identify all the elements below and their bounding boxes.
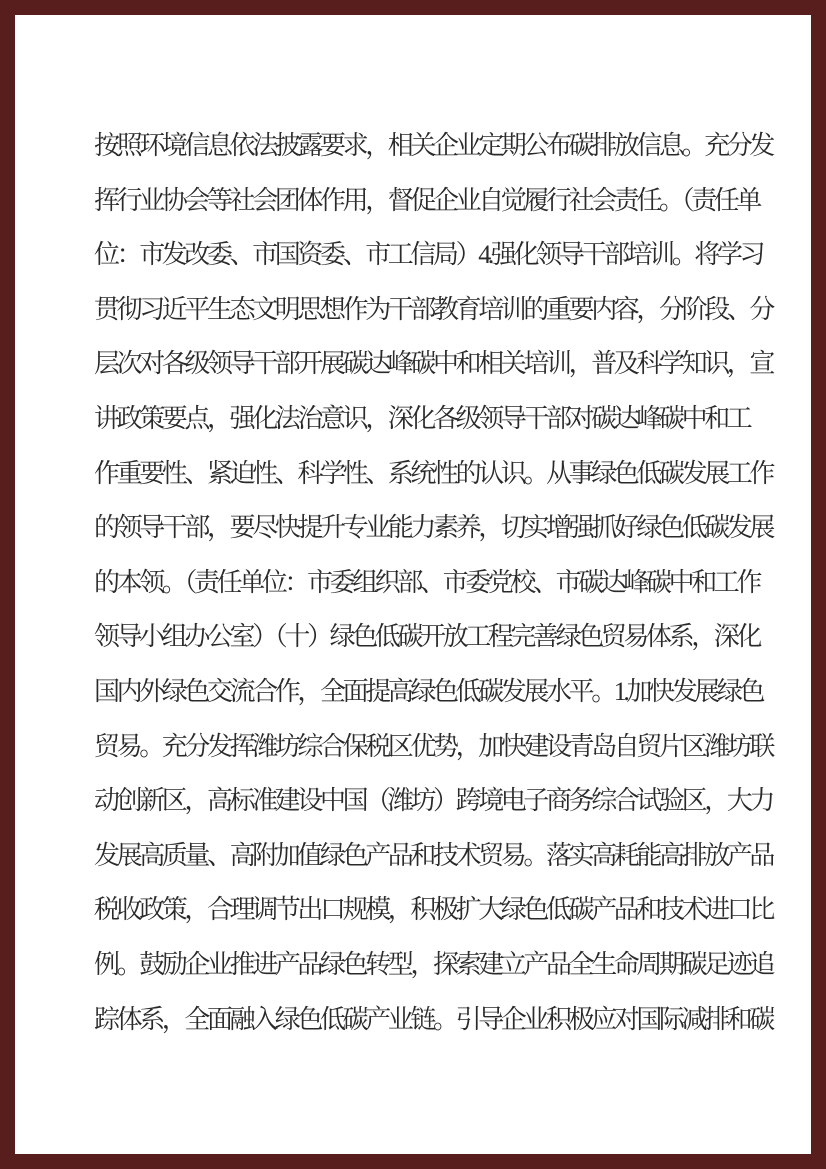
text-line: 的领导干部，要尽快提升专业能力素养，切实增强抓好绿色低碳发展 xyxy=(94,513,773,543)
text-line: 领导小组办公室）（十）绿色低碳开放工程完善绿色贸易体系，深化 xyxy=(94,622,760,652)
text-line: 税收政策，合理调节出口规模，积极扩大绿色低碳产品和技术进口比 xyxy=(94,895,773,925)
text-line: 贯彻习近平生态文明思想作为干部教育培训的重要内容，分阶段、分 xyxy=(94,294,773,324)
text-line: 层次对各级领导干部开展碳达峰碳中和相关培训，普及科学知识，宣 xyxy=(94,349,773,379)
text-line: 挥行业协会等社会团体作用，督促企业自觉履行社会责任。（责任单 xyxy=(94,185,760,215)
document-text-block xyxy=(94,119,814,1047)
text-line: 踪体系，全面融入绿色低碳产业链。引导企业积极应对国际减排和碳 xyxy=(94,1004,773,1034)
document-page xyxy=(15,15,811,1154)
text-line: 国内外绿色交流合作，全面提高绿色低碳发展水平。1.加快发展绿色 xyxy=(94,676,763,706)
text-line: 发展高质量、高附加值绿色产品和技术贸易。落实高耗能高排放产品 xyxy=(94,840,773,870)
text-line: 讲政策要点，强化法治意识，深化各级领导干部对碳达峰碳中和工 xyxy=(94,403,750,433)
text-line: 例。鼓励企业推进产品绿色转型，探索建立产品全生命周期碳足迹追 xyxy=(94,949,773,979)
text-line: 位：市发改委、市国资委、市工信局）4.强化领导干部培训。将学习 xyxy=(94,240,763,270)
text-line: 贸易。充分发挥潍坊综合保税区优势，加快建设青岛自贸片区潍坊联 xyxy=(94,731,773,761)
text-line: 按照环境信息依法披露要求，相关企业定期公布碳排放信息。充分发 xyxy=(94,131,773,160)
text-line: 的本领。（责任单位：市委组织部、市委党校、市碳达峰碳中和工作 xyxy=(94,567,760,597)
text-line: 动创新区，高标准建设中国（潍坊）跨境电子商务综合试验区，大力 xyxy=(94,786,773,816)
text-line: 作重要性、紧迫性、科学性、系统性的认识。从事绿色低碳发展工作 xyxy=(94,458,773,488)
